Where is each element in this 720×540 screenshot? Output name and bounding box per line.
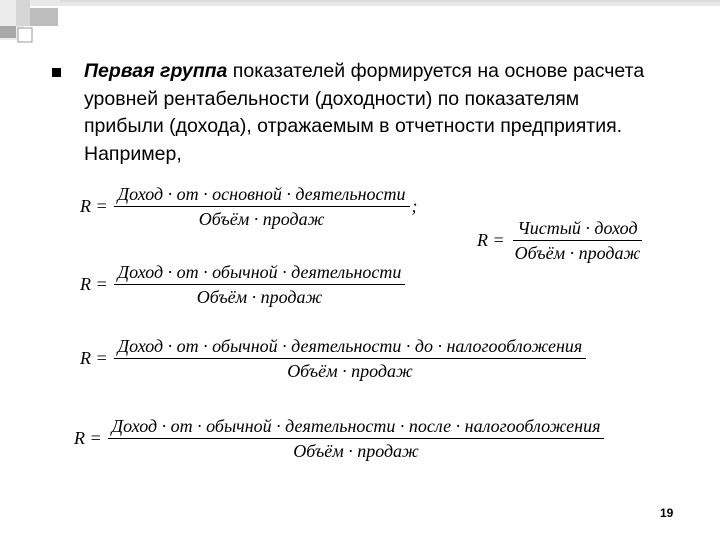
formula-denominator: Объём · продаж xyxy=(514,243,641,263)
formula-3 xyxy=(80,260,405,309)
formula-denominator: Объём · продаж xyxy=(293,441,419,461)
formula-lhs: R = xyxy=(80,196,108,216)
paragraph-lead: Первая группа xyxy=(84,60,228,82)
formula-2 xyxy=(477,216,644,265)
formula-semicolon: ; xyxy=(411,196,418,216)
formula-numerator: Чистый · доход xyxy=(513,216,641,241)
formula-numerator: Доход · от · основной · деятельности xyxy=(114,182,410,207)
page-number: 19 xyxy=(660,506,674,520)
formula-numerator: Доход · от · обычной · деятельности · после · налогообложения xyxy=(108,414,605,439)
paragraph-text: показателей формируется на основе расчета уровней рентабельности (доходности) по показателям прибыли (дохода), отражаемым в отчетности предприятия. Например, xyxy=(84,60,645,165)
formula-denominator: Объём · продаж xyxy=(196,287,323,307)
formula-numerator: Доход · от · обычной · деятельности xyxy=(114,260,406,285)
formula-lhs: R = xyxy=(477,230,505,250)
formula-denominator: Объём · продаж xyxy=(198,209,325,229)
formula-1 xyxy=(80,182,418,231)
formula-numerator: Доход · от · обычной · деятельности · до · налогообложения xyxy=(114,334,587,359)
fraction xyxy=(511,216,645,265)
formula-5 xyxy=(74,414,604,463)
body-paragraph xyxy=(84,58,664,168)
formula-lhs: R = xyxy=(74,428,102,448)
fraction xyxy=(114,182,410,231)
corner-decoration xyxy=(0,0,720,60)
formula-denominator: Объём · продаж xyxy=(287,361,413,381)
formula-lhs: R = xyxy=(80,274,108,294)
fraction xyxy=(114,260,406,309)
fraction xyxy=(108,414,605,463)
formula-lhs: R = xyxy=(80,348,108,368)
bullet-marker xyxy=(52,68,61,77)
fraction xyxy=(114,334,587,383)
formula-4 xyxy=(80,334,586,383)
